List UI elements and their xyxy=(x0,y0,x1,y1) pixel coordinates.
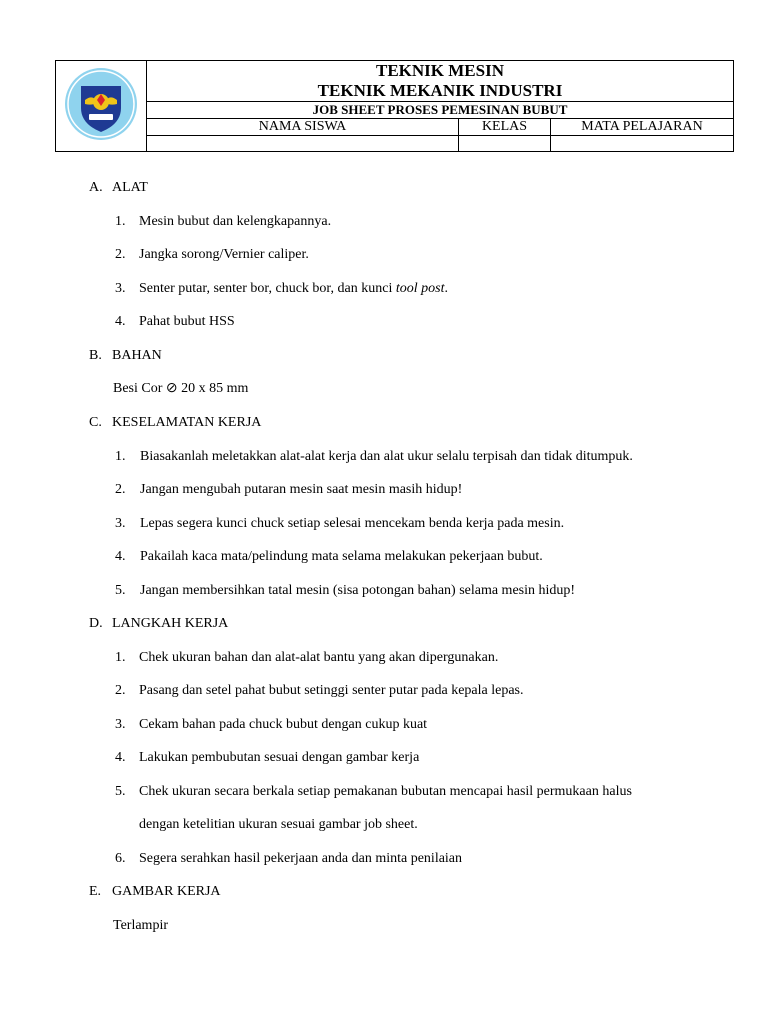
item-text: Chek ukuran secara berkala setiap pemakanan bubutan mencapai hasil permukaan halus xyxy=(139,784,632,799)
list-item xyxy=(115,717,428,733)
item-text: Chek ukuran bahan dan alat-alat bantu yang akan dipergunakan. xyxy=(139,650,499,665)
item-text: Lepas segera kunci chuck setiap selesai mencekam benda kerja pada mesin. xyxy=(140,516,565,531)
section-title: BAHAN xyxy=(112,348,162,363)
section-e-body: Terlampir xyxy=(113,918,168,933)
item-number: 4. xyxy=(115,750,126,765)
section-a-heading xyxy=(89,180,148,196)
item-text-end: . xyxy=(444,281,448,296)
col-mata-pelajaran: MATA PELAJARAN xyxy=(551,119,734,136)
item-text: Jangan mengubah putaran mesin saat mesin masih hidup! xyxy=(140,482,463,497)
item-number: 2. xyxy=(115,482,126,497)
program-title: TEKNIK MEKANIK INDUSTRI xyxy=(317,81,563,100)
section-b-heading xyxy=(89,348,162,364)
sheet-title: JOB SHEET PROSES PEMESINAN BUBUT xyxy=(147,102,734,119)
list-item xyxy=(115,750,420,766)
item-number: 3. xyxy=(115,281,126,296)
section-c-heading xyxy=(89,415,262,431)
dept-title-cell xyxy=(147,61,734,102)
item-text: Pakailah kaca mata/pelindung mata selama melakukan pekerjaan bubut. xyxy=(140,549,543,564)
item-text: Jangan membersihkan tatal mesin (sisa potongan bahan) selama mesin hidup! xyxy=(140,583,576,598)
list-item xyxy=(115,516,565,532)
item-number: 1. xyxy=(115,650,126,665)
list-item xyxy=(115,482,463,498)
field-kelas[interactable] xyxy=(459,136,551,152)
item-number: 6. xyxy=(115,851,126,866)
section-d-heading xyxy=(89,616,229,632)
dept-title: TEKNIK MESIN xyxy=(376,61,504,80)
item-number: 3. xyxy=(115,717,126,732)
list-item xyxy=(115,247,309,263)
list-item xyxy=(115,281,448,297)
section-e-heading xyxy=(89,884,221,900)
item-number: 1. xyxy=(115,214,126,229)
item-number: 4. xyxy=(115,314,126,329)
list-item xyxy=(115,214,332,230)
section-title: LANGKAH KERJA xyxy=(112,616,229,631)
section-title: KESELAMATAN KERJA xyxy=(112,415,262,430)
section-letter: E. xyxy=(89,884,102,899)
item-text: Mesin bubut dan kelengkapannya. xyxy=(139,214,332,229)
item-number: 3. xyxy=(115,516,126,531)
logo-cell xyxy=(56,61,147,152)
list-item xyxy=(115,784,632,800)
list-item xyxy=(115,314,235,330)
section-letter: B. xyxy=(89,348,102,363)
list-item-continuation: dengan ketelitian ukuran sesuai gambar job sheet. xyxy=(139,817,418,832)
item-text: Cekam bahan pada chuck bubut dengan cukup kuat xyxy=(139,717,428,732)
field-mata-pelajaran[interactable] xyxy=(551,136,734,152)
section-b-body: Besi Cor ⊘ 20 x 85 mm xyxy=(113,381,249,396)
item-text: Lakukan pembubutan sesuai dengan gambar kerja xyxy=(139,750,420,765)
section-letter: A. xyxy=(89,180,103,195)
section-letter: C. xyxy=(89,415,102,430)
item-text: Pahat bubut HSS xyxy=(139,314,235,329)
item-number: 4. xyxy=(115,549,126,564)
section-title: GAMBAR KERJA xyxy=(112,884,221,899)
list-item xyxy=(115,851,463,867)
tut-wuri-handayani-logo xyxy=(63,66,139,142)
section-letter: D. xyxy=(89,616,103,631)
item-text: Segera serahkan hasil pekerjaan anda dan minta penilaian xyxy=(139,851,463,866)
item-number: 1. xyxy=(115,449,126,464)
item-number: 2. xyxy=(115,247,126,262)
col-nama-siswa: NAMA SISWA xyxy=(147,119,459,136)
item-number: 5. xyxy=(115,784,126,799)
item-text-italic: tool post xyxy=(395,281,445,296)
col-kelas: KELAS xyxy=(459,119,551,136)
list-item xyxy=(115,650,499,666)
list-item xyxy=(115,583,576,599)
item-text: Pasang dan setel pahat bubut setinggi senter putar pada kepala lepas. xyxy=(139,683,524,698)
list-item xyxy=(115,449,633,465)
item-number: 5. xyxy=(115,583,126,598)
list-item xyxy=(115,683,524,699)
section-title: ALAT xyxy=(112,180,148,195)
list-item xyxy=(115,549,543,565)
item-text: Biasakanlah meletakkan alat-alat kerja dan alat ukur selalu terpisah dan tidak ditumpuk. xyxy=(140,449,633,464)
field-nama-siswa[interactable] xyxy=(147,136,459,152)
item-text xyxy=(139,281,448,297)
item-number: 2. xyxy=(115,683,126,698)
item-text-main: Senter putar, senter bor, chuck bor, dan kunci xyxy=(139,281,396,296)
header-table xyxy=(55,60,734,152)
item-text: Jangka sorong/Vernier caliper. xyxy=(139,247,309,262)
